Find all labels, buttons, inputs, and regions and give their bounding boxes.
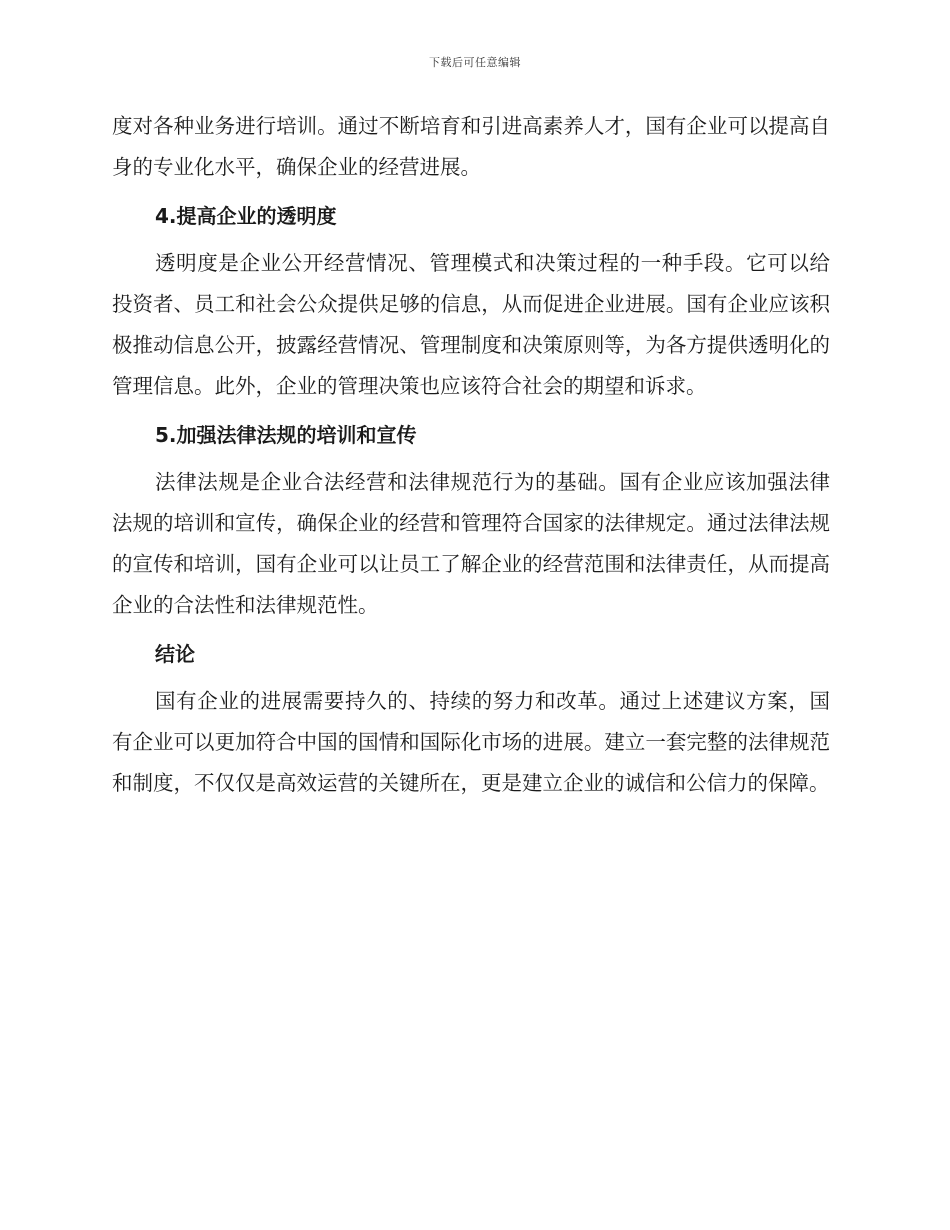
section-paragraph-transparency: 透明度是企业公开经营情况、管理模式和决策过程的一种手段。它可以给投资者、员工和社会公众提供足够的信息，从而促进企业进展。国有企业应该积极推动信息公开，披露经营情况、管理制度和决策原则等，为各方提供透明化的管理信息。此外，企业的管理决策也应该符合社会的期望和诉求。 xyxy=(112,251,830,398)
section-heading-conclusion: 结论 xyxy=(155,642,195,666)
header-note: 下载后可任意编辑 xyxy=(429,56,521,69)
document-body xyxy=(112,106,830,804)
intro-paragraph: 度对各种业务进行培训。通过不断培育和引进高素养人才，国有企业可以提高自身的专业化水平，确保企业的经营进展。 xyxy=(112,114,830,179)
section-heading-transparency: 4.提高企业的透明度 xyxy=(155,204,337,228)
section-heading-legal-training: 5.加强法律法规的培训和宣传 xyxy=(155,423,417,447)
section-paragraph-legal-training: 法律法规是企业合法经营和法律规范行为的基础。国有企业应该加强法律法规的培训和宣传，确保企业的经营和管理符合国家的法律规定。通过法律法规的宣传和培训，国有企业可以让员工了解企业的经营范围和法律责任，从而提高企业的合法性和法律规范性。 xyxy=(112,470,830,617)
section-paragraph-conclusion: 国有企业的进展需要持久的、持续的努力和改革。通过上述建议方案，国有企业可以更加符合中国的国情和国际化市场的进展。建立一套完整的法律规范和制度，不仅仅是高效运营的关键所在，更是建立企业的诚信和公信力的保障。 xyxy=(112,689,830,795)
